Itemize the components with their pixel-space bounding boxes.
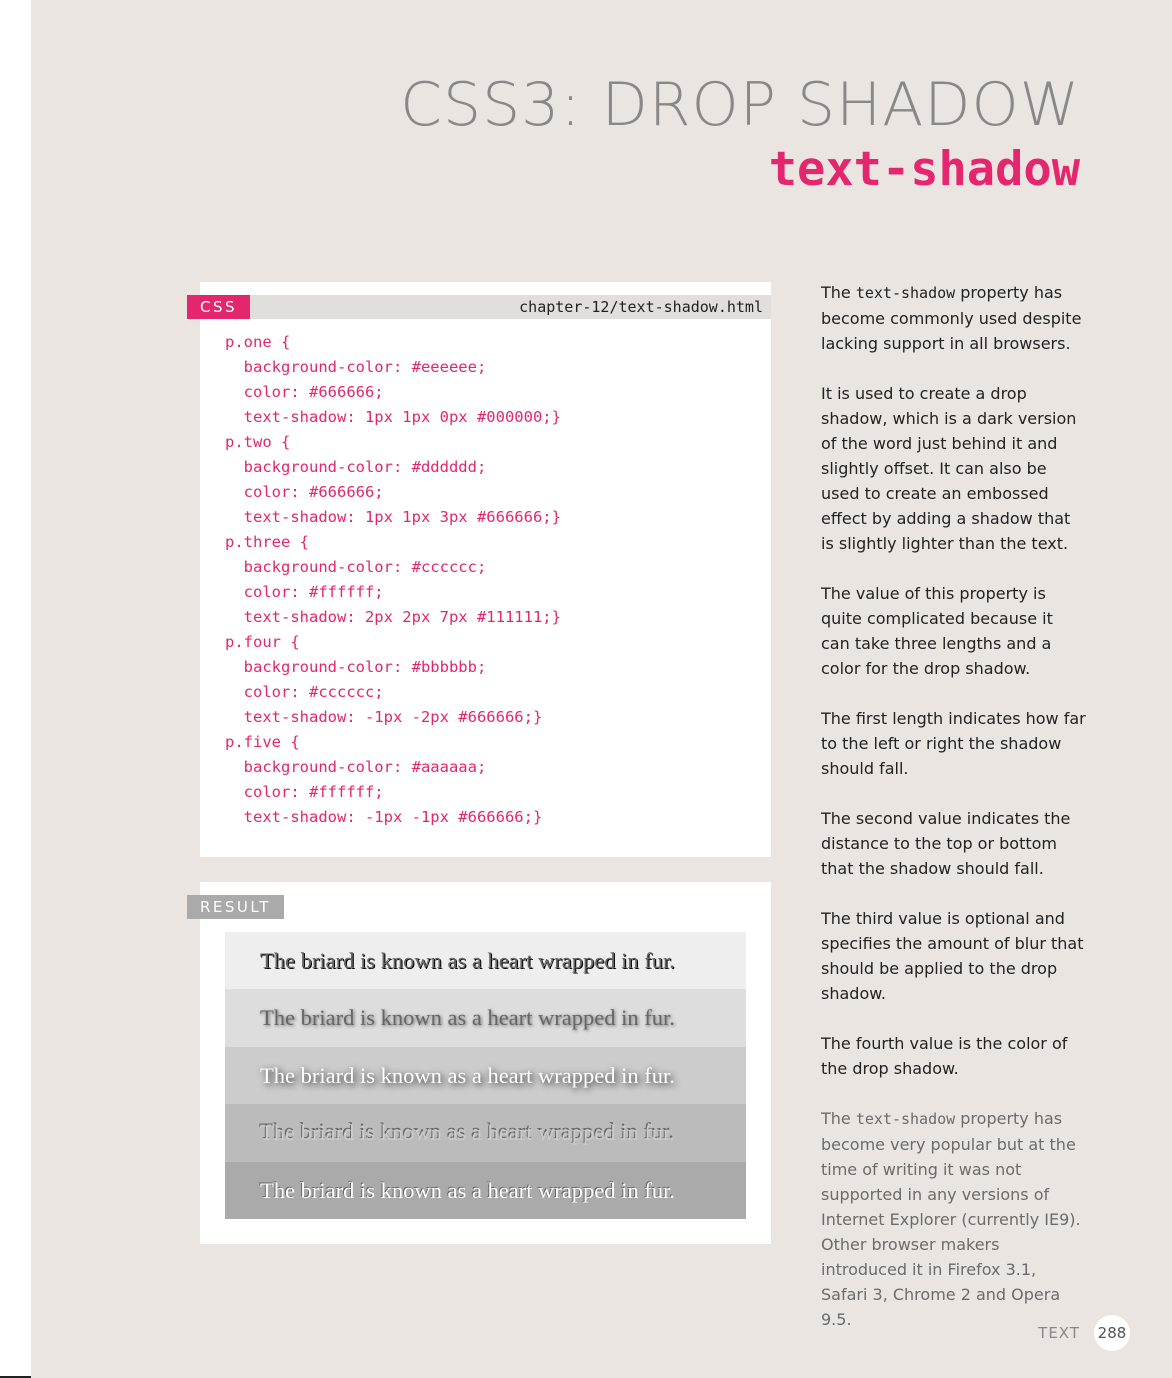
code-line: color: #ffffff; <box>225 583 384 601</box>
sidebar-paragraph: The third value is optional and specifies the amount of blur that should be applied to the drop shadow. <box>821 909 1084 1003</box>
code-line: text-shadow: -1px -2px #666666;} <box>225 708 543 726</box>
demo-paragraph-two: The briard is known as a heart wrapped in fur. <box>225 989 746 1046</box>
text-fragment: The <box>821 283 856 302</box>
sidebar-paragraph: The value of this property is quite complicated because it can take three lengths and a color for the drop shadow. <box>821 584 1053 678</box>
inline-code: text-shadow <box>855 284 956 302</box>
sidebar-paragraph: The first length indicates how far to the left or right the shadow should fall. <box>821 709 1086 778</box>
code-line: background-color: #dddddd; <box>225 458 487 476</box>
text-fragment: property has become commonly used despite lacking support in all browsers. <box>821 283 1082 353</box>
section-label: TEXT <box>1038 1324 1080 1342</box>
code-line: text-shadow: 2px 2px 7px #111111;} <box>225 608 561 626</box>
inline-code: text-shadow <box>855 1110 956 1128</box>
demo-paragraph-three: The briard is known as a heart wrapped in fur. <box>225 1047 746 1104</box>
sidebar-paragraph <box>821 280 1086 356</box>
code-filename: chapter-12/text-shadow.html <box>519 298 763 316</box>
code-line: text-shadow: -1px -1px #666666;} <box>225 808 543 826</box>
result-tag: RESULT <box>187 895 284 919</box>
result-demo <box>225 932 746 1219</box>
code-line: color: #666666; <box>225 383 384 401</box>
sidebar-paragraph: The fourth value is the color of the drop shadow. <box>821 1034 1068 1078</box>
code-line: text-shadow: 1px 1px 3px #666666;} <box>225 508 561 526</box>
code-line: background-color: #bbbbbb; <box>225 658 487 676</box>
code-line: p.two { <box>225 433 291 451</box>
code-line: background-color: #aaaaaa; <box>225 758 487 776</box>
code-line: color: #666666; <box>225 483 384 501</box>
page-number: 288 <box>1094 1315 1130 1351</box>
sidebar-note <box>821 1106 1086 1332</box>
code-line: p.four { <box>225 633 300 651</box>
sidebar-text <box>821 280 1086 1357</box>
text-fragment: The <box>821 1109 856 1128</box>
sidebar-paragraph: It is used to create a drop shadow, which is a dark version of the word just behind it and slightly offset. It can also be used to create an embossed effect by adding a shadow that is slightly lighter than the text. <box>821 384 1077 553</box>
demo-paragraph-four: The briard is known as a heart wrapped in fur. <box>225 1104 746 1161</box>
code-line: p.three { <box>225 533 309 551</box>
demo-paragraph-one: The briard is known as a heart wrapped in fur. <box>225 932 746 989</box>
css-tag: CSS <box>187 295 250 319</box>
code-line: background-color: #eeeeee; <box>225 358 487 376</box>
code-line: color: #ffffff; <box>225 783 384 801</box>
sidebar-paragraph: The second value indicates the distance to the top or bottom that the shadow should fall. <box>821 809 1071 878</box>
code-line: text-shadow: 1px 1px 0px #000000;} <box>225 408 561 426</box>
code-line: background-color: #cccccc; <box>225 558 487 576</box>
code-line: p.five { <box>225 733 300 751</box>
page-title: CSS3: DROP SHADOW <box>400 70 1080 140</box>
text-fragment: property has become very popular but at the time of writing it was not supported in any versions of Internet Explorer (currently IE9). Other browser makers introduced it in Firefox 3.1, Safari 3, Chrome 2 and Opera 9.5. <box>821 1109 1081 1329</box>
code-line: color: #cccccc; <box>225 683 384 701</box>
css-code-block <box>225 330 561 830</box>
page-subtitle: text-shadow <box>768 142 1080 197</box>
code-line: p.one { <box>225 333 291 351</box>
demo-paragraph-five: The briard is known as a heart wrapped in fur. <box>225 1162 746 1219</box>
